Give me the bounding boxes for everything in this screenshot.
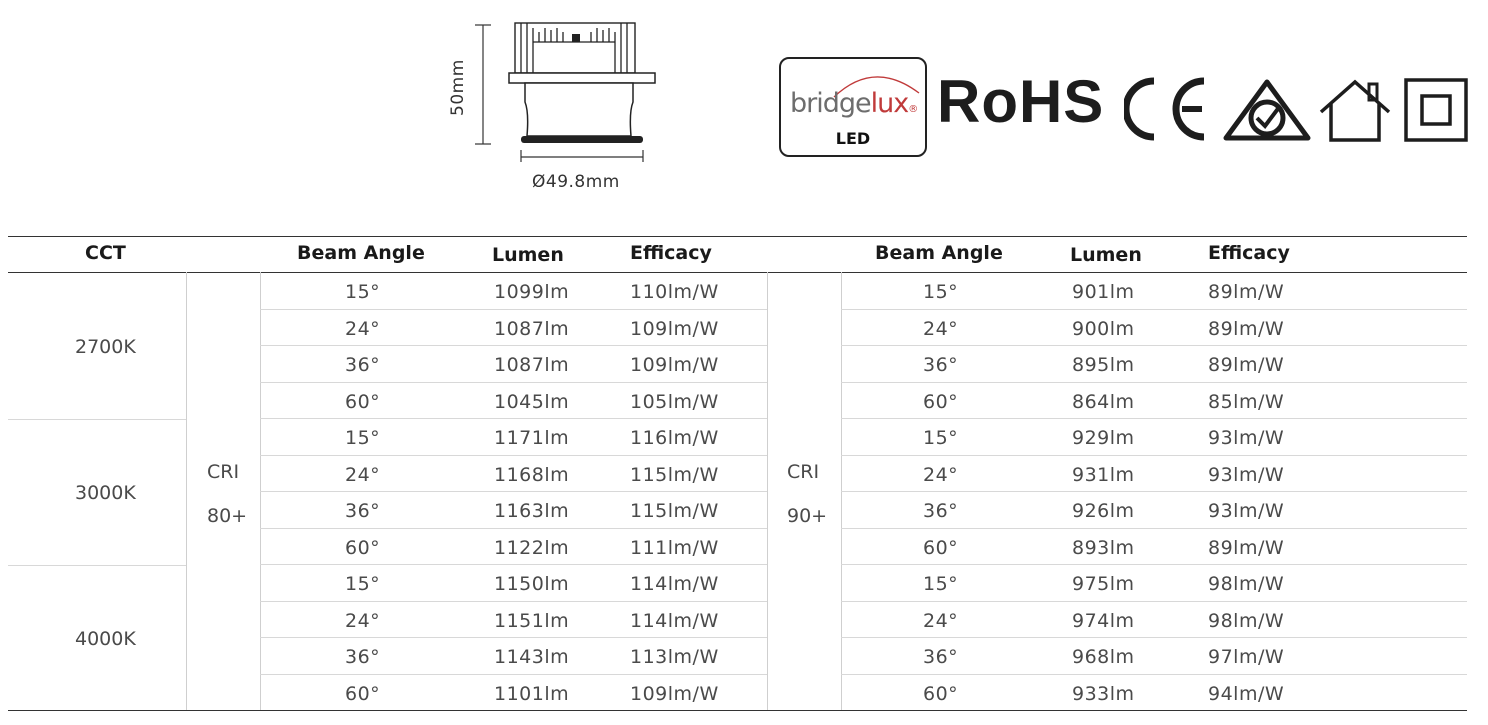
header-efficacy-cri90: Efficacy bbox=[1208, 242, 1290, 264]
cct-group-label: 3000K bbox=[75, 482, 136, 504]
lumen-cell: 931lm bbox=[1072, 463, 1135, 486]
efficacy-cell: 93lm/W bbox=[1208, 463, 1285, 486]
efficacy-cell: 98lm/W bbox=[1208, 609, 1285, 632]
header-beam-angle-cri80: Beam Angle bbox=[297, 242, 425, 264]
beam-angle-cell: 60° bbox=[345, 682, 381, 705]
efficacy-cell: 113lm/W bbox=[630, 646, 719, 668]
beam-angle-cell: 15° bbox=[923, 427, 959, 449]
beam-angle-cell: 36° bbox=[345, 354, 381, 376]
diameter-dimension-label: Ø49.8mm bbox=[532, 172, 620, 192]
product-dimension-diagram bbox=[445, 12, 665, 162]
lumen-cell: 1087lm bbox=[494, 354, 570, 376]
rohs-mark: RoHS bbox=[937, 68, 1105, 135]
lumen-cell: 1163lm bbox=[494, 500, 570, 522]
beam-angle-cell: 60° bbox=[923, 682, 959, 705]
efficacy-cell: 85lm/W bbox=[1208, 390, 1285, 413]
header-lumen-cri90: Lumen bbox=[1070, 244, 1142, 266]
lumen-cell: 895lm bbox=[1072, 354, 1135, 376]
lumen-cell: 926lm bbox=[1072, 500, 1135, 522]
header-efficacy-cri80: Efficacy bbox=[630, 242, 712, 264]
bridgelux-led-logo: bridgelux® LED bbox=[779, 57, 927, 157]
beam-angle-cell: 24° bbox=[345, 463, 381, 486]
efficacy-cell: 93lm/W bbox=[1208, 500, 1285, 522]
height-dimension-label: 50mm bbox=[448, 59, 468, 116]
beam-angle-cell: 15° bbox=[923, 281, 959, 303]
efficacy-cell: 105lm/W bbox=[630, 390, 719, 413]
beam-angle-cell: 36° bbox=[923, 500, 959, 522]
lumen-cell: 900lm bbox=[1072, 317, 1135, 340]
cri-90-label: CRI 90+ bbox=[787, 461, 828, 527]
efficacy-cell: 89lm/W bbox=[1208, 317, 1285, 340]
indoor-use-icon bbox=[1317, 78, 1393, 144]
efficacy-cell: 94lm/W bbox=[1208, 682, 1285, 705]
header-cct: CCT bbox=[85, 242, 126, 264]
cct-group-label: 4000K bbox=[75, 628, 136, 650]
efficacy-cell: 93lm/W bbox=[1208, 427, 1285, 449]
beam-angle-cell: 60° bbox=[345, 536, 381, 559]
beam-angle-cell: 60° bbox=[345, 390, 381, 413]
efficacy-cell: 109lm/W bbox=[630, 354, 719, 376]
lumen-cell: 1150lm bbox=[494, 573, 570, 595]
beam-angle-cell: 24° bbox=[345, 317, 381, 340]
efficacy-cell: 98lm/W bbox=[1208, 573, 1285, 595]
lumen-cell: 1101lm bbox=[494, 682, 570, 705]
efficacy-cell: 109lm/W bbox=[630, 682, 719, 705]
lumen-cell: 1087lm bbox=[494, 317, 570, 340]
rcm-mark-icon bbox=[1222, 76, 1312, 142]
beam-angle-cell: 24° bbox=[923, 609, 959, 632]
efficacy-cell: 114lm/W bbox=[630, 609, 719, 632]
beam-angle-cell: 36° bbox=[923, 646, 959, 668]
efficacy-cell: 110lm/W bbox=[630, 281, 719, 303]
ce-mark-icon bbox=[1124, 77, 1216, 141]
efficacy-cell: 114lm/W bbox=[630, 573, 719, 595]
cri-80-label: CRI 80+ bbox=[207, 461, 248, 527]
lumen-cell: 1171lm bbox=[494, 427, 570, 449]
lumen-cell: 1122lm bbox=[494, 536, 570, 559]
efficacy-cell: 89lm/W bbox=[1208, 536, 1285, 559]
cct-group-label: 2700K bbox=[75, 336, 136, 358]
beam-angle-cell: 36° bbox=[923, 354, 959, 376]
lumen-cell: 974lm bbox=[1072, 609, 1135, 632]
beam-angle-cell: 24° bbox=[923, 317, 959, 340]
lumen-cell: 1143lm bbox=[494, 646, 570, 668]
header-beam-angle-cri90: Beam Angle bbox=[875, 242, 1003, 264]
beam-angle-cell: 24° bbox=[345, 609, 381, 632]
beam-angle-cell: 60° bbox=[923, 390, 959, 413]
beam-angle-cell: 15° bbox=[345, 573, 381, 595]
beam-angle-cell: 24° bbox=[923, 463, 959, 486]
efficacy-cell: 111lm/W bbox=[630, 536, 719, 559]
efficacy-cell: 97lm/W bbox=[1208, 646, 1285, 668]
efficacy-cell: 116lm/W bbox=[630, 427, 719, 449]
class-ii-icon bbox=[1404, 78, 1468, 142]
lumen-cell: 864lm bbox=[1072, 390, 1135, 413]
beam-angle-cell: 15° bbox=[345, 281, 381, 303]
lumen-cell: 968lm bbox=[1072, 646, 1135, 668]
beam-angle-cell: 60° bbox=[923, 536, 959, 559]
beam-angle-cell: 36° bbox=[345, 500, 381, 522]
lumen-cell: 929lm bbox=[1072, 427, 1135, 449]
lumen-cell: 1151lm bbox=[494, 609, 570, 632]
lumen-cell: 933lm bbox=[1072, 682, 1135, 705]
logo-led-label: LED bbox=[835, 129, 871, 148]
efficacy-cell: 115lm/W bbox=[630, 463, 719, 486]
lumen-cell: 1168lm bbox=[494, 463, 570, 486]
efficacy-cell: 89lm/W bbox=[1208, 354, 1285, 376]
lumen-cell: 1045lm bbox=[494, 390, 570, 413]
lumen-cell: 975lm bbox=[1072, 573, 1135, 595]
efficacy-cell: 115lm/W bbox=[630, 500, 719, 522]
beam-angle-cell: 15° bbox=[345, 427, 381, 449]
efficacy-cell: 109lm/W bbox=[630, 317, 719, 340]
lumen-cell: 901lm bbox=[1072, 281, 1135, 303]
header-lumen-cri80: Lumen bbox=[492, 244, 564, 266]
lumen-cell: 893lm bbox=[1072, 536, 1135, 559]
beam-angle-cell: 15° bbox=[923, 573, 959, 595]
beam-angle-cell: 36° bbox=[345, 646, 381, 668]
efficacy-cell: 89lm/W bbox=[1208, 281, 1285, 303]
lumen-cell: 1099lm bbox=[494, 281, 570, 303]
